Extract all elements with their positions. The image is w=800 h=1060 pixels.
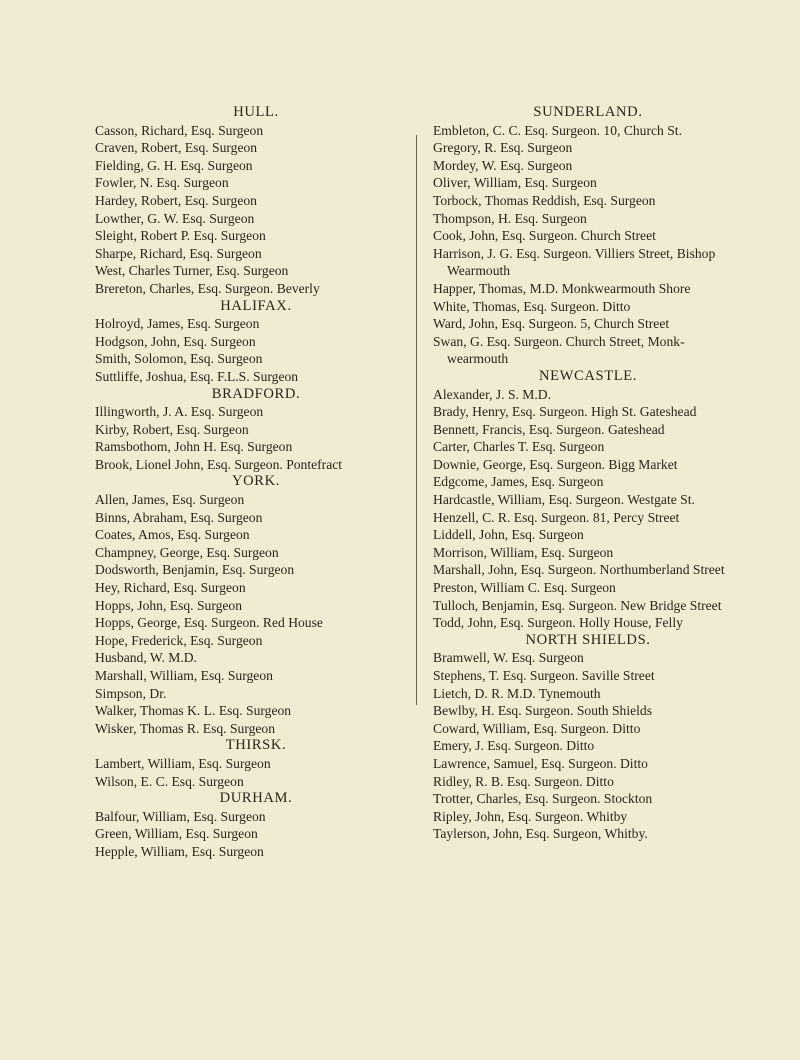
directory-entry: Lawrence, Samuel, Esq. Surgeon. Ditto bbox=[433, 755, 648, 771]
directory-entry: Bramwell, W. Esq. Surgeon bbox=[433, 650, 584, 666]
directory-entry: Emery, J. Esq. Surgeon. Ditto bbox=[433, 738, 595, 754]
directory-entry: Todd, John, Esq. Surgeon. Holly House, Felly bbox=[433, 615, 683, 631]
directory-entry: White, Thomas, Esq. Surgeon. Ditto bbox=[433, 298, 631, 314]
section-york bbox=[95, 473, 425, 737]
directory-entry: Gregory, R. Esq. Surgeon bbox=[433, 140, 573, 156]
section-durham bbox=[95, 790, 425, 860]
directory-entry: Stephens, T. Esq. Surgeon. Saville Street bbox=[433, 668, 655, 683]
directory-entry: Liddell, John, Esq. Surgeon bbox=[433, 527, 584, 543]
directory-entry: Thompson, H. Esq. Surgeon bbox=[433, 210, 587, 226]
directory-entry: Lowther, G. W. Esq. Surgeon bbox=[95, 210, 255, 226]
section-hull bbox=[95, 104, 425, 298]
section-halifax bbox=[95, 298, 425, 386]
directory-entry: Trotter, Charles, Esq. Surgeon. Stockton bbox=[433, 791, 653, 807]
right-column bbox=[433, 104, 743, 843]
directory-entry: Coward, William, Esq. Surgeon. Ditto bbox=[433, 720, 641, 736]
directory-entry: Ridley, R. B. Esq. Surgeon. Ditto bbox=[433, 773, 614, 789]
directory-entry: Brady, Henry, Esq. Surgeon. High St. Gateshead bbox=[433, 404, 697, 420]
directory-entry: Green, William, Esq. Surgeon bbox=[95, 826, 258, 842]
section-heading: NEWCASTLE. bbox=[538, 367, 637, 384]
directory-entry: Smith, Solomon, Esq. Surgeon bbox=[95, 351, 263, 367]
directory-entry: Hardey, Robert, Esq. Surgeon bbox=[95, 192, 257, 208]
directory-entry: Fielding, G. H. Esq. Surgeon bbox=[95, 157, 253, 173]
directory-entry: Coates, Amos, Esq. Surgeon bbox=[95, 527, 250, 543]
directory-entry: Illingworth, J. A. Esq. Surgeon bbox=[95, 404, 264, 420]
directory-entry: Hardcastle, William, Esq. Surgeon. Westgate St. bbox=[433, 492, 695, 508]
directory-entry: Mordey, W. Esq. Surgeon bbox=[433, 157, 573, 173]
directory-entry: Preston, William C. Esq. Surgeon bbox=[433, 580, 616, 596]
directory-entry: Fowler, N. Esq. Surgeon bbox=[95, 175, 229, 191]
directory-entry: Brereton, Charles, Esq. Surgeon. Beverly bbox=[95, 280, 320, 296]
directory-entry: Torbock, Thomas Reddish, Esq. Surgeon bbox=[433, 192, 656, 208]
directory-entry: Simpson, Dr. bbox=[95, 685, 167, 701]
directory-entry: Bewlby, H. Esq. Surgeon. South Shields bbox=[433, 703, 653, 719]
left-column bbox=[95, 104, 425, 861]
section-heading: THIRSK. bbox=[225, 737, 287, 754]
directory-entry: Kirby, Robert, Esq. Surgeon bbox=[95, 421, 249, 437]
directory-entry: Swan, G. Esq. Surgeon. Church Street, Monk-wearmouth bbox=[433, 333, 685, 367]
directory-entry: Hopps, John, Esq. Surgeon bbox=[95, 597, 243, 613]
directory-entry: Marshall, William, Esq. Surgeon bbox=[95, 668, 273, 683]
directory-entry: Hepple, William, Esq. Surgeon bbox=[95, 843, 264, 859]
section-heading: HALIFAX. bbox=[220, 297, 292, 314]
directory-entry: Sharpe, Richard, Esq. Surgeon bbox=[95, 245, 262, 261]
directory-entry: Casson, Richard, Esq. Surgeon bbox=[95, 122, 264, 138]
section-heading: NORTH SHIELDS. bbox=[525, 631, 651, 648]
directory-entry: Craven, Robert, Esq. Surgeon bbox=[95, 140, 258, 156]
section-heading: BRADFORD. bbox=[211, 385, 301, 402]
directory-entry: Alexander, J. S. M.D. bbox=[433, 386, 552, 402]
directory-entry: Morrison, William, Esq. Surgeon bbox=[433, 544, 614, 560]
section-thirsk bbox=[95, 737, 425, 790]
directory-entry: Cook, John, Esq. Surgeon. Church Street bbox=[433, 228, 656, 244]
directory-entry: Ripley, John, Esq. Surgeon. Whitby bbox=[433, 808, 628, 824]
directory-entry: Happer, Thomas, M.D. Monkwearmouth Shore bbox=[433, 280, 691, 296]
directory-entry: Embleton, C. C. Esq. Surgeon. 10, Church St. bbox=[433, 122, 682, 138]
directory-entry: Walker, Thomas K. L. Esq. Surgeon bbox=[95, 703, 292, 719]
directory-entry: Lietch, D. R. M.D. Tynemouth bbox=[433, 685, 601, 701]
directory-entry: Henzell, C. R. Esq. Surgeon. 81, Percy Street bbox=[433, 509, 680, 525]
directory-entry: Husband, W. M.D. bbox=[95, 650, 197, 666]
section-heading: YORK. bbox=[232, 473, 280, 490]
column-divider bbox=[416, 135, 417, 705]
directory-entry: Hodgson, John, Esq. Surgeon bbox=[95, 333, 256, 349]
directory-entry: Hope, Frederick, Esq. Surgeon bbox=[95, 632, 263, 648]
directory-entry: Allen, James, Esq. Surgeon bbox=[95, 492, 245, 508]
directory-entry: Edgcome, James, Esq. Surgeon bbox=[433, 474, 604, 490]
directory-entry: Oliver, William, Esq. Surgeon bbox=[433, 175, 597, 191]
directory-entry: Ward, John, Esq. Surgeon. 5, Church Street bbox=[433, 316, 670, 332]
section-heading: SUNDERLAND. bbox=[533, 104, 643, 120]
directory-entry: West, Charles Turner, Esq. Surgeon bbox=[95, 263, 289, 279]
directory-entry: Hey, Richard, Esq. Surgeon bbox=[95, 580, 246, 596]
directory-entry: Hopps, George, Esq. Surgeon. Red House bbox=[95, 615, 323, 631]
directory-entry: Brook, Lionel John, Esq. Surgeon. Pontefract bbox=[95, 456, 343, 472]
directory-entry: Wisker, Thomas R. Esq. Surgeon bbox=[95, 720, 276, 736]
directory-entry: Downie, George, Esq. Surgeon. Bigg Market bbox=[433, 456, 678, 472]
directory-entry: Tulloch, Benjamin, Esq. Surgeon. New Bridge Street bbox=[433, 597, 722, 613]
directory-entry: Holroyd, James, Esq. Surgeon bbox=[95, 316, 260, 332]
directory-entry: Carter, Charles T. Esq. Surgeon bbox=[433, 439, 605, 455]
section-north-shields bbox=[433, 632, 743, 843]
section-sunderland bbox=[433, 104, 743, 368]
section-bradford bbox=[95, 386, 425, 474]
directory-entry: Suttliffe, Joshua, Esq. F.L.S. Surgeon bbox=[95, 368, 299, 384]
directory-entry: Bennett, Francis, Esq. Surgeon. Gateshead bbox=[433, 421, 665, 437]
directory-entry: Harrison, J. G. Esq. Surgeon. Villiers Street, Bishop Wearmouth bbox=[433, 245, 716, 279]
directory-entry: Balfour, William, Esq. Surgeon bbox=[95, 808, 266, 824]
directory-entry: Binns, Abraham, Esq. Surgeon bbox=[95, 509, 263, 525]
section-heading: DURHAM. bbox=[219, 790, 293, 807]
directory-entry: Dodsworth, Benjamin, Esq. Surgeon bbox=[95, 562, 295, 578]
directory-entry: Lambert, William, Esq. Surgeon bbox=[95, 755, 271, 771]
directory-entry: Marshall, John, Esq. Surgeon. Northumberland Street bbox=[433, 562, 725, 578]
directory-entry: Champney, George, Esq. Surgeon bbox=[95, 544, 279, 560]
section-newcastle bbox=[433, 368, 743, 632]
directory-entry: Wilson, E. C. Esq. Surgeon bbox=[95, 773, 244, 789]
directory-entry: Ramsbothom, John H. Esq. Surgeon bbox=[95, 439, 293, 455]
section-heading: HULL. bbox=[233, 104, 279, 120]
directory-entry: Taylerson, John, Esq. Surgeon, Whitby. bbox=[433, 826, 648, 842]
directory-entry: Sleight, Robert P. Esq. Surgeon bbox=[95, 228, 266, 244]
